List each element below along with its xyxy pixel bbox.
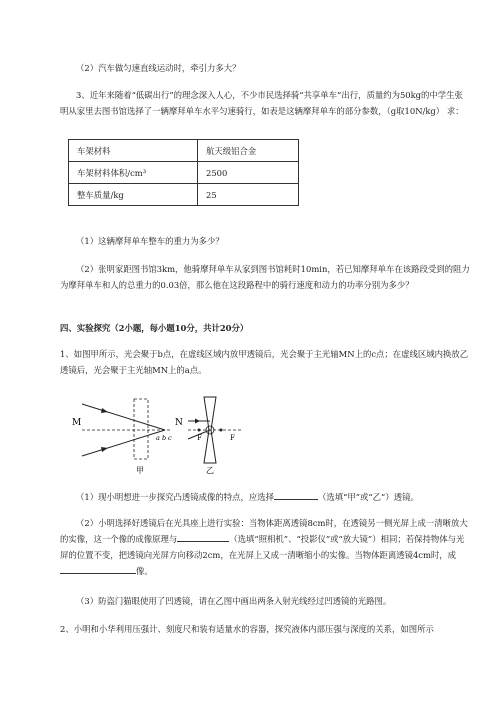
question-3-sub2: （2）张明家距图书馆3km，他骑摩拜单车从家到图书馆耗时10min，若已知摩拜单车在该路段受到的阻力为摩拜单车和人的总重力的0.03倍，那么他在这段路程中的骑行速度和动力的功率分别为多少？	[60, 264, 470, 290]
answer-blank[interactable]	[274, 489, 318, 500]
experiment-1-sub3: （3）防盗门猫眼使用了凹透镜，请在乙图中画出两条入射光线经过凹透镜的光路图。	[76, 596, 392, 606]
label-f-left: F	[197, 434, 202, 442]
answer-blank[interactable]	[177, 531, 229, 542]
dashed-lens-region	[134, 399, 148, 459]
table-cell: 25	[198, 184, 299, 206]
caption-yi: 乙	[206, 466, 214, 475]
experiment-2-intro: 2、小明和小华利用压强计、刻度尺和装有适量水的容器，探究液体内部压强与深度的关系，如图所示	[60, 624, 434, 634]
sub2-text-part3: 像。	[136, 566, 153, 576]
bike-parameter-table	[68, 139, 299, 206]
caption-jia: 甲	[136, 466, 144, 475]
section-4-heading: 四、实验探究（2小题，每小题10分，共计20分）	[60, 323, 249, 333]
light-ray-lower	[82, 430, 165, 456]
light-ray-upper	[82, 404, 165, 430]
question-3-sub1: （1）这辆摩拜单车整车的重力为多少？	[76, 236, 224, 246]
label-c: c	[168, 434, 172, 442]
label-m: M	[72, 418, 82, 428]
table-cell: 整车质量/kg	[69, 184, 198, 206]
focal-point-left	[198, 429, 201, 432]
sub1-text-after: （选填“甲”或“乙”）透镜。	[317, 492, 419, 502]
ray-arrow-icon	[195, 419, 200, 424]
table-cell: 车架材料体积/cm³	[69, 162, 198, 184]
table-cell: 2500	[198, 162, 299, 184]
sub2-text-part2: （选填“照相机”、“投影仪”或“放大镜”）相同；若保持物体与光屏的位置不变，把透镜向光屏方向移动2cm，在光屏上又成一清晰缩小的实像。当物体距离透镜4cm时，成	[60, 534, 465, 560]
table-cell: 车架材料	[69, 140, 198, 162]
label-a: a	[156, 434, 160, 442]
question-3-intro: 3、近年来随着“低碳出行”的理念深入人心，不少市民选择骑“共享单车”出行，质量约为50kg的中学生张明从家里去图书馆选择了一辆摩拜单车水平匀速骑行，如表是这辆摩拜单车的部分参数，（g取10N/kg） 求：	[60, 90, 464, 116]
table-cell: 航天级铝合金	[198, 140, 299, 162]
sub2-text-part1: （2）小明选择好透镜后在光具座上进行实验：当物体距离透镜8cm时，在透镜另一侧光屏上成一清晰放大的实像，这一个像的成像原理与	[60, 518, 468, 544]
experiment-1-sub2	[60, 515, 470, 579]
table-row	[69, 184, 299, 206]
experiment-1-intro: 1、如图甲所示，光会聚于b点，在虚线区域内放甲透镜后，光会聚于主光轴MN上的c点；在虚线区域内换放乙透镜后，光会聚于主光轴MN上的a点。	[60, 349, 469, 375]
table-row	[69, 140, 299, 162]
answer-blank[interactable]	[60, 563, 136, 574]
lens-figure	[60, 387, 300, 479]
experiment-1-sub1	[60, 489, 470, 505]
label-b: b	[162, 434, 167, 442]
table-row	[69, 162, 299, 184]
label-f-right: F	[230, 434, 235, 442]
label-n: N	[175, 418, 183, 428]
focal-point-right	[220, 429, 223, 432]
question-2-vehicle-traction: （2）汽车做匀速直线运动时，牵引力多大？	[76, 63, 241, 73]
sub1-text-before: （1）现小明想进一步探究凸透镜成像的特点，应选择	[76, 492, 274, 502]
